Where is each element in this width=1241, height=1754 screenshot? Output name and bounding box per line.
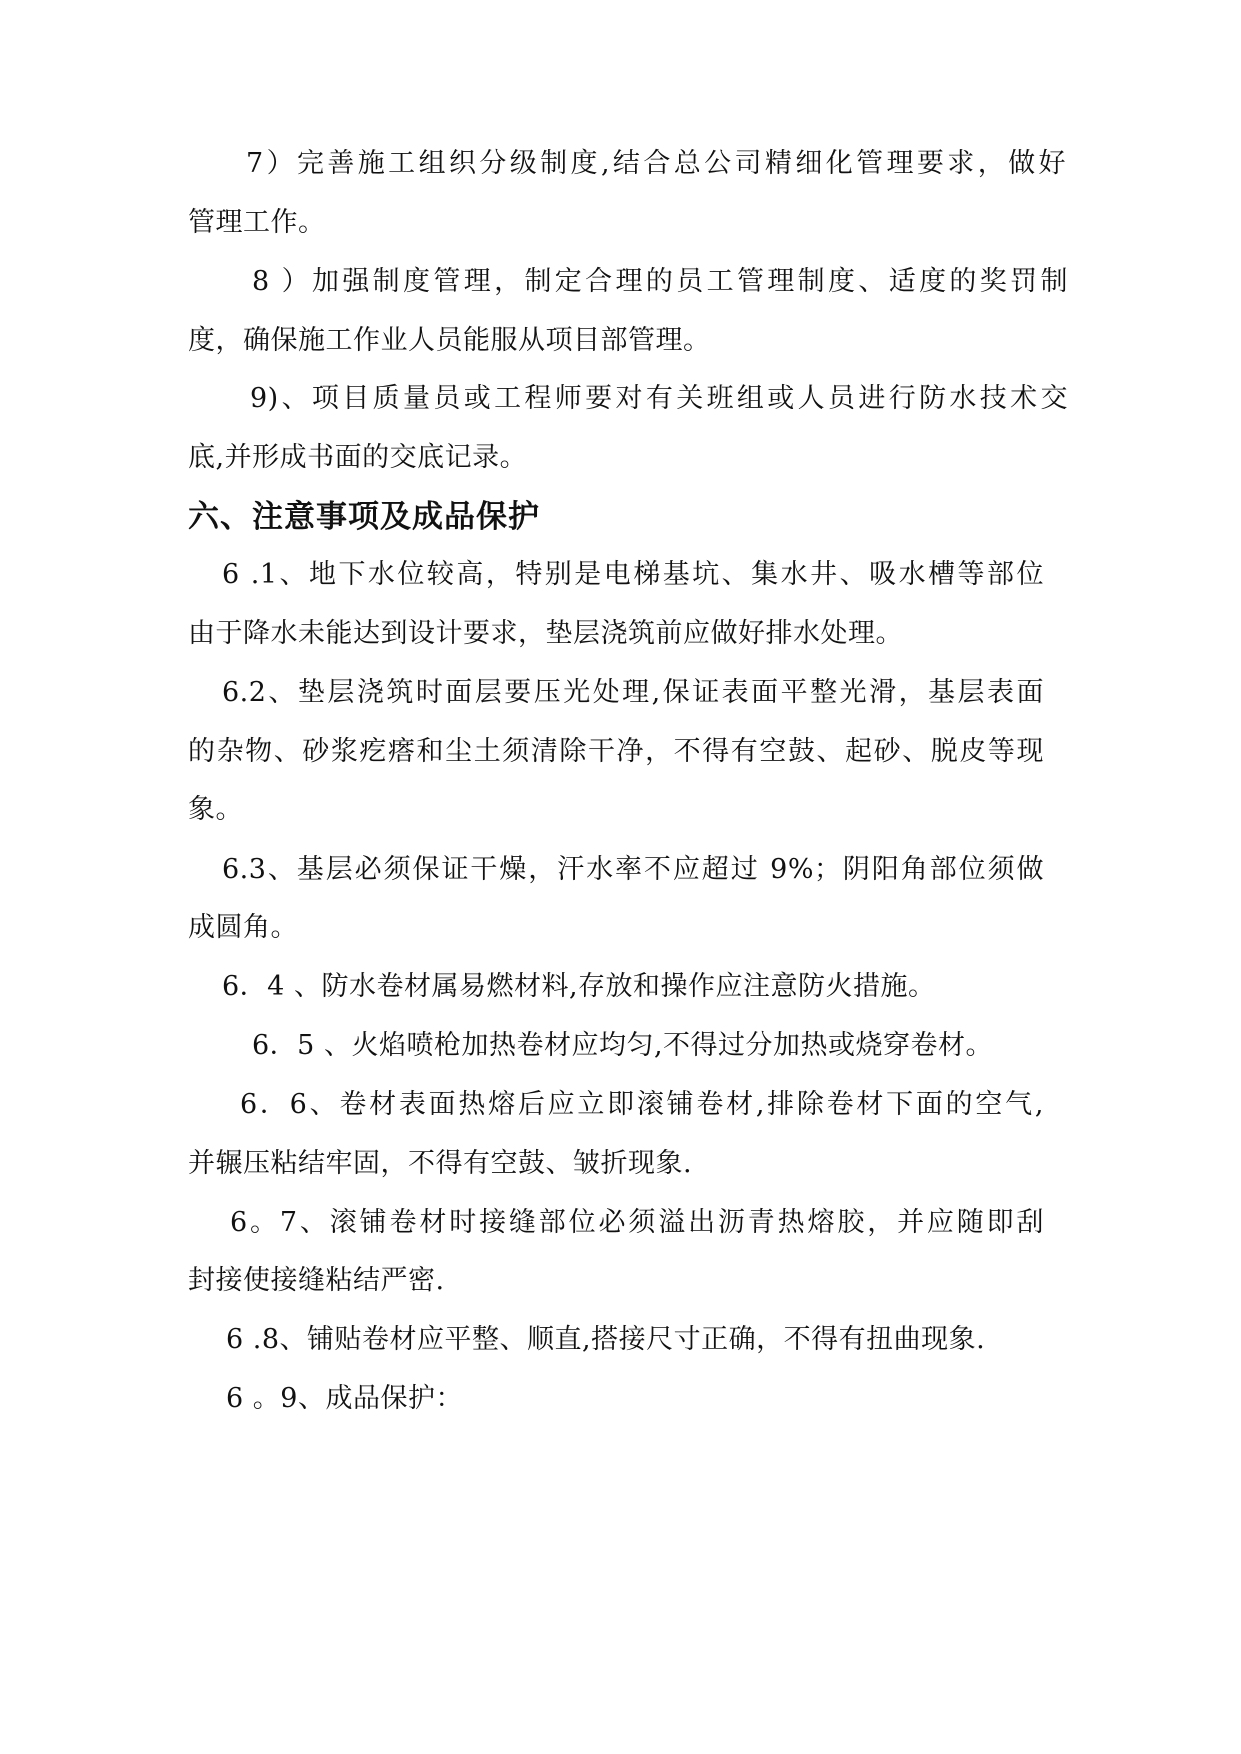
paragraph-9-line-2: 底,并形成书面的交底记录。 — [188, 442, 528, 473]
item-6-1-line-2: 由于降水未能达到设计要求，垫层浇筑前应做好排水处理。 — [188, 618, 903, 649]
item-6-2-line-2: 的杂物、砂浆疙瘩和尘土须清除干净，不得有空鼓、起砂、脱皮等现 — [188, 736, 1044, 767]
paragraph-7-line-2: 管理工作。 — [188, 207, 326, 238]
item-6-9: 6 。9、成品保护： — [226, 1383, 463, 1414]
item-6-1-line-1: 6 .1、地下水位较高，特别是电梯基坑、集水井、吸水槽等部位 — [222, 559, 1044, 590]
paragraph-8-line-2: 度，确保施工作业人员能服从项目部管理。 — [188, 325, 711, 356]
item-6-7-line-2: 封接使接缝粘结严密. — [188, 1265, 445, 1296]
item-6-3-line-2: 成圆角。 — [188, 912, 298, 943]
paragraph-8-line-1: 8 ）加强制度管理，制定合理的员工管理制度、适度的奖罚制 — [252, 266, 1068, 297]
item-6-4: 6．4 、防水卷材属易燃材料,存放和操作应注意防火措施。 — [222, 971, 936, 1002]
item-6-2-line-3: 象。 — [188, 794, 243, 825]
item-6-2-line-1: 6.2、垫层浇筑时面层要压光处理,保证表面平整光滑，基层表面 — [222, 677, 1044, 708]
item-6-6-line-1: 6．6、卷材表面热熔后应立即滚铺卷材,排除卷材下面的空气, — [240, 1089, 1044, 1120]
item-6-8: 6 .8、铺贴卷材应平整、顺直,搭接尺寸正确，不得有扭曲现象. — [226, 1324, 986, 1355]
item-6-6-line-2: 并辗压粘结牢固，不得有空鼓、皱折现象. — [188, 1148, 693, 1179]
paragraph-7-line-1: 7）完善施工组织分级制度,结合总公司精细化管理要求，做好 — [246, 148, 1066, 179]
paragraph-9-line-1: 9)、项目质量员或工程师要对有关班组或人员进行防水技术交 — [250, 383, 1068, 414]
item-6-3-line-1: 6.3、基层必须保证干燥，汗水率不应超过 9%；阴阳角部位须做 — [222, 854, 1044, 885]
section-heading: 六、注意事项及成品保护 — [188, 499, 540, 535]
item-6-5: 6．5 、火焰喷枪加热卷材应均匀,不得过分加热或烧穿卷材。 — [252, 1030, 994, 1061]
item-6-7-line-1: 6。7、滚铺卷材时接缝部位必须溢出沥青热熔胶，并应随即刮 — [230, 1207, 1044, 1238]
